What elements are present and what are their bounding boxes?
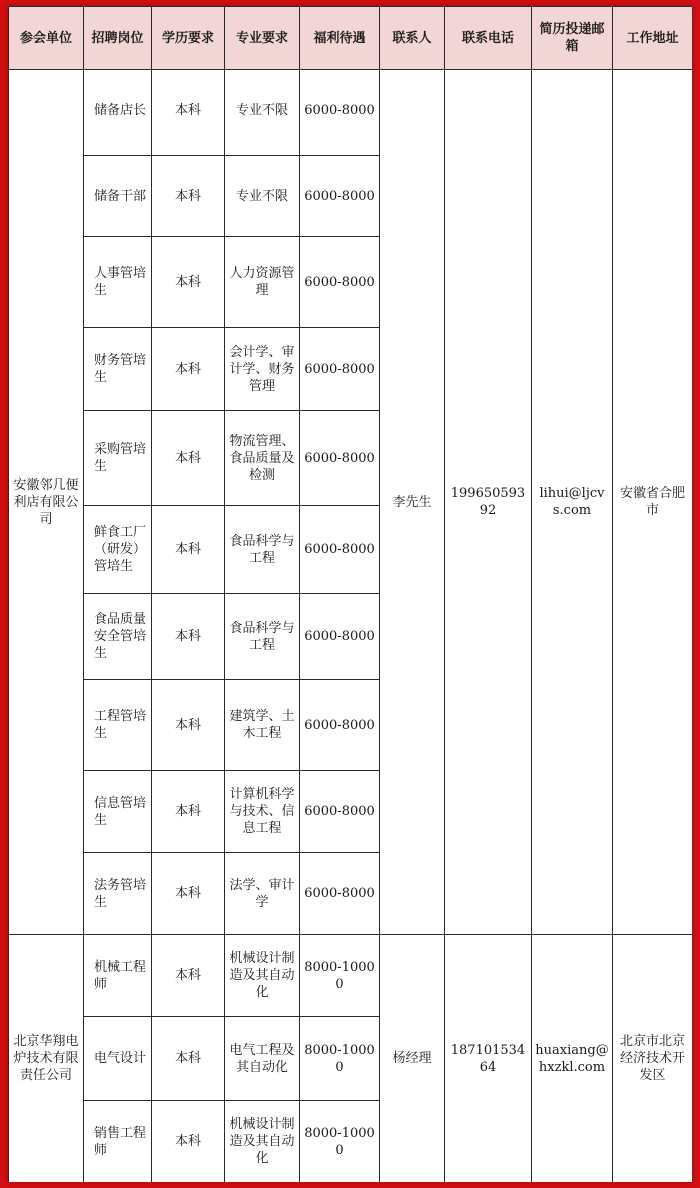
header-salary: 福利待遇 — [300, 7, 380, 70]
major: 电气工程及其自动化 — [225, 1017, 300, 1101]
work-address: 北京市北京经济技术开发区 — [613, 935, 693, 1183]
position-title: 信息管培生 — [84, 771, 152, 853]
position-title: 鲜食工厂（研发）管培生 — [84, 506, 152, 594]
education: 本科 — [152, 328, 225, 411]
education: 本科 — [152, 70, 225, 156]
position-title: 食品质量安全管培生 — [84, 594, 152, 680]
education: 本科 — [152, 1017, 225, 1101]
position-title: 电气设计 — [84, 1017, 152, 1101]
position-title: 销售工程师 — [84, 1101, 152, 1183]
education: 本科 — [152, 853, 225, 935]
major: 机械设计制造及其自动化 — [225, 1101, 300, 1183]
salary: 6000-8000 — [300, 411, 380, 506]
header-company: 参会单位 — [9, 7, 84, 70]
resume-email[interactable]: lihui@ljcvs.com — [532, 70, 613, 935]
education: 本科 — [152, 771, 225, 853]
education: 本科 — [152, 594, 225, 680]
education: 本科 — [152, 237, 225, 328]
major: 计算机科学与技术、信息工程 — [225, 771, 300, 853]
work-address: 安徽省合肥市 — [613, 70, 693, 935]
salary: 6000-8000 — [300, 594, 380, 680]
salary: 6000-8000 — [300, 156, 380, 237]
education: 本科 — [152, 411, 225, 506]
education: 本科 — [152, 156, 225, 237]
position-title: 采购管培生 — [84, 411, 152, 506]
salary: 6000-8000 — [300, 328, 380, 411]
position-title: 储备干部 — [84, 156, 152, 237]
major: 食品科学与工程 — [225, 506, 300, 594]
education: 本科 — [152, 680, 225, 771]
education: 本科 — [152, 506, 225, 594]
salary: 6000-8000 — [300, 70, 380, 156]
salary: 8000-10000 — [300, 1017, 380, 1101]
major: 法学、审计学 — [225, 853, 300, 935]
table-row — [9, 935, 693, 1017]
company-name: 安徽邻几便利店有限公司 — [9, 70, 84, 935]
major: 食品科学与工程 — [225, 594, 300, 680]
recruitment-table — [8, 6, 692, 1182]
header-email: 简历投递邮箱 — [532, 7, 613, 70]
contact-person: 李先生 — [380, 70, 445, 935]
salary: 8000-10000 — [300, 1101, 380, 1183]
major: 物流管理、食品质量及检测 — [225, 411, 300, 506]
major: 人力资源管理 — [225, 237, 300, 328]
table-row — [9, 70, 693, 156]
position-title: 财务管培生 — [84, 328, 152, 411]
major: 机械设计制造及其自动化 — [225, 935, 300, 1017]
position-title: 人事管培生 — [84, 237, 152, 328]
salary: 6000-8000 — [300, 237, 380, 328]
major: 专业不限 — [225, 70, 300, 156]
salary: 6000-8000 — [300, 680, 380, 771]
major: 建筑学、土木工程 — [225, 680, 300, 771]
position-title: 机械工程师 — [84, 935, 152, 1017]
education: 本科 — [152, 935, 225, 1017]
header-major: 专业要求 — [225, 7, 300, 70]
page-frame — [8, 6, 692, 1182]
major: 会计学、审计学、财务管理 — [225, 328, 300, 411]
header-education: 学历要求 — [152, 7, 225, 70]
header-position: 招聘岗位 — [84, 7, 152, 70]
salary: 6000-8000 — [300, 853, 380, 935]
header-address: 工作地址 — [613, 7, 693, 70]
salary: 6000-8000 — [300, 506, 380, 594]
contact-person: 杨经理 — [380, 935, 445, 1183]
position-title: 法务管培生 — [84, 853, 152, 935]
header-row — [9, 7, 693, 70]
position-title: 储备店长 — [84, 70, 152, 156]
contact-phone: 19965059392 — [445, 70, 532, 935]
salary: 6000-8000 — [300, 771, 380, 853]
major: 专业不限 — [225, 156, 300, 237]
resume-email[interactable]: huaxiang@hxzkl.com — [532, 935, 613, 1183]
header-phone: 联系电话 — [445, 7, 532, 70]
salary: 8000-10000 — [300, 935, 380, 1017]
header-contact: 联系人 — [380, 7, 445, 70]
position-title: 工程管培生 — [84, 680, 152, 771]
company-name: 北京华翔电炉技术有限责任公司 — [9, 935, 84, 1183]
education: 本科 — [152, 1101, 225, 1183]
contact-phone: 18710153464 — [445, 935, 532, 1183]
